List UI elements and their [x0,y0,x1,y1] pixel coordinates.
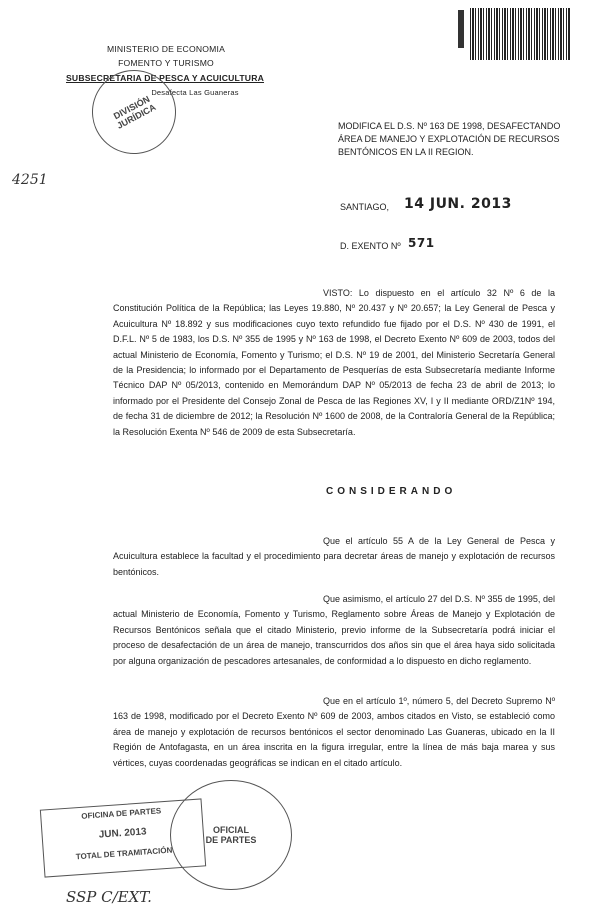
handwritten-note: SSP C/EXT. [66,888,152,906]
stamp-top-text: DIVISIÓN JURÍDICA [111,93,158,131]
exento-label: D. EXENTO Nº [340,241,401,251]
considerando-heading: CONSIDERANDO [326,486,457,497]
considerando-para-3: Que en el artículo 1º, número 5, del Decreto Supremo Nº 163 de 1998, modificado por el Decreto Exento Nº 609 de 2003, ambos citados en Visto, se estableció como área de manejo y explotación de recursos bentónicos el sector denominado Las Guaneras, ubicado en la II Región de Antofagasta, en un área inscrita en la figura irregular, entre la línea de más baja marea y sus vértices, cuyas coordenadas geográficas se indican en el citado artículo. [113,696,555,768]
date-label: SANTIAGO, [340,202,390,212]
considerando-para-1: Que el artículo 55 A de la Ley General de Pesca y Acuicultura establece la facultad y el procedimiento para decretar áreas de manejo y explotación de recursos bentónicos. [113,536,555,577]
oficial-partes-stamp [170,780,292,890]
header-reference: Desafecta Las Guaneras [151,88,239,97]
exento-number: 571 [408,236,435,250]
stamp-br-line2: DE PARTES [205,835,257,845]
considerando-para-2: Que asimismo, el artículo 27 del D.S. Nº 355 de 1995, del actual Ministerio de Economía, Fomento y Turismo, Reglamento sobre Áreas de Manejo y Explotación de Recursos Bentónicos señala que el citado Ministerio, previo informe de la Subsecretaría podrá iniciar el proceso de desafectación de un área de manejo, transcurridos dos años sin que el área haya sido solicitada por alguna organización de pescadores artesanales, de conformidad a lo dispuesto en dicho reglamento. [113,594,555,666]
date-value: 14 JUN. 2013 [404,196,512,212]
subject: MODIFICA EL D.S. Nº 163 DE 1998, DESAFECTANDO ÁREA DE MANEJO Y EXPLOTACIÓN DE RECURSOS BENTÓNICOS EN LA II REGION. [338,121,561,157]
margin-note: 4251 [12,172,48,188]
stamp-bl-line3: TOTAL DE TRAMITACIÓN [75,845,173,862]
stamp-br-line1: OFICIAL [213,825,249,835]
stamp-bl-line1: OFICINA DE PARTES [81,806,162,821]
header-ministry: MINISTERIO DE ECONOMIA [106,44,226,54]
stamp-bl-date: JUN. 2013 [98,826,147,841]
barcode [470,8,570,60]
header-subsecretaria: SUBSECRETARIA DE PESCA Y ACUICULTURA [65,73,265,83]
visto-paragraph: VISTO: Lo dispuesto en el artículo 32 Nº 6 de la Constitución Política de la República; las Leyes 19.880, Nº 20.437 y Nº 20.657; la Ley General de Pesca y Acuicultura Nº 18.892 y sus modificaciones cuyo texto refundido fue fijado por el D.S. Nº 430 de 1991, el D.F.L. Nº 5 de 1983, los D.S. Nº 355 de 1995 y Nº 163 de 1998, el Decreto Exento Nº 609 de 2003, todos del actual Ministerio de Economía, Fomento y Turismo; el D.S. Nº 19 de 2001, del Ministerio Secretaría General de la Presidencia; lo informado por el Departamento de Pesquerías de esta Subsecretaría mediante Informe Técnico DAP Nº 05/2013, contenido en Memorándum DAP Nº 05/2013 de fecha 23 de abril de 2013; lo informado por el Presidente del Consejo Zonal de Pesca de las Regiones XV, I y II mediante ORD/Z1Nº 194, de fecha 31 de diciembre de 2012; la Resolución Nº 1600 de 2008, de la Contraloría General de la República; la Resolución Exenta Nº 546 de 2009 de esta Subsecretaría. [113,288,555,437]
seal-mark [458,10,464,48]
header-fomento: FOMENTO Y TURISMO [118,58,214,68]
